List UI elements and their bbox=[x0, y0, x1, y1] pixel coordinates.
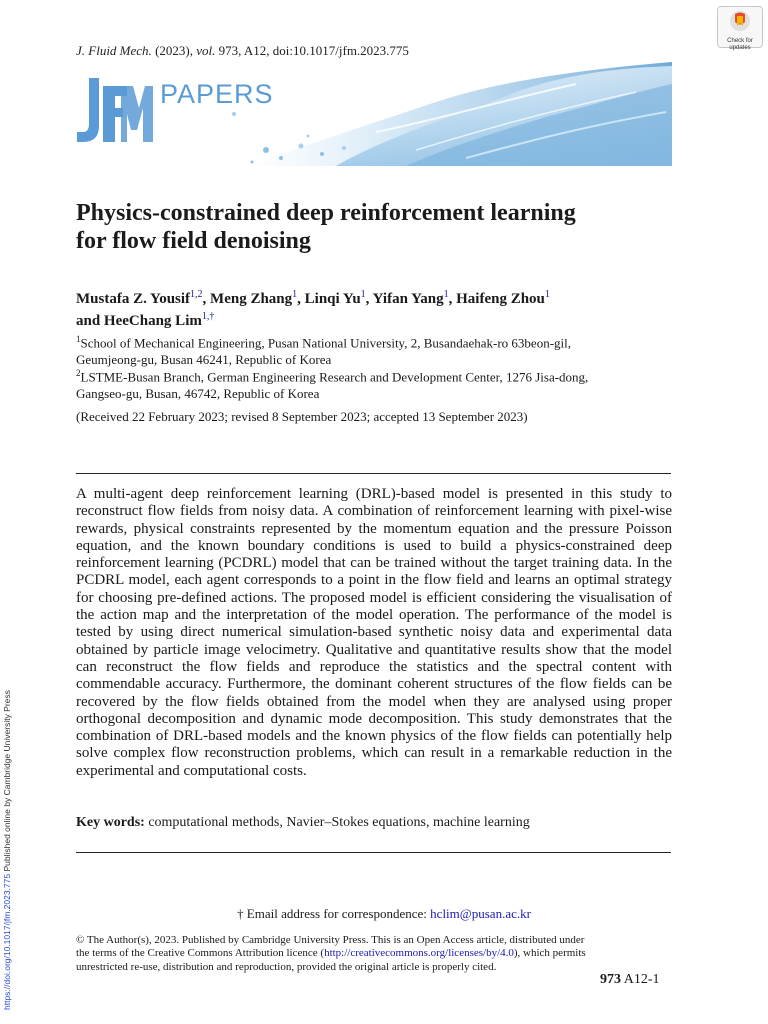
author-name: and HeeChang Lim bbox=[76, 313, 202, 329]
author-separator: , bbox=[297, 291, 305, 307]
affiliation-line: Gangseo-gu, Busan, 46742, Republic of Korea bbox=[76, 386, 320, 402]
author-separator: , bbox=[448, 291, 457, 307]
affiliation-number: 1 bbox=[76, 334, 81, 344]
received-dates: (Received 22 February 2023; revised 8 September 2023; accepted 13 September 2023) bbox=[76, 409, 528, 424]
volume-label: vol. bbox=[196, 43, 216, 58]
citation-details: 973, A12, doi:10.1017/jfm.2023.775 bbox=[218, 43, 409, 58]
water-splash-banner bbox=[76, 62, 672, 166]
journal-year: (2023), bbox=[155, 43, 193, 58]
author-separator: , bbox=[202, 291, 211, 307]
page-number bbox=[600, 972, 660, 988]
published-online-text: Published online by Cambridge University Press bbox=[2, 690, 12, 872]
title-line-1: Physics-constrained deep reinforcement learning bbox=[76, 200, 576, 226]
doi-sidebar bbox=[2, 690, 12, 1010]
license-text: © The Author(s), 2023. Published by Cambridge University Press. This is an Open Access article, distributed under the terms of the Creative Commons Attribution licence ( bbox=[76, 934, 585, 960]
license-notice bbox=[76, 934, 596, 974]
abstract: A multi-agent deep reinforcement learning (DRL)-based model is presented in this study to reconstruct flow fields from noisy data. A combination of reinforcement learning with pixel-wise rewards, physical constraints represented by the momentum equation and the pressure Poisson equation, and the known boundary conditions is used to build a physics-constrained deep reinforcement learning (PCDRL) model that can be trained without the target training data. In the PCDRL model, each agent corresponds to a point in the flow field and learns an optimal strategy for choosing pre-defined actions. The proposed model is efficient considering the visualisation of the action map and the interpretation of the model operation. The performance of the model is tested by using direct numerical simulation-based synthetic noisy data and experimental data obtained by particle image velocimetry. Qualitative and quantitative results show that the model can reconstruct the flow fields and reproduce the statistics and the spectral content with commendable accuracy. Furthermore, the dominant coherent structures of the flow fields can be recovered by the flow fields obtained from the model when they are analysed using proper orthogonal decomposition and dynamic mode decomposition. This study demonstrates that the combination of DRL-based models and the known physics of the flow fields can potentially help solve complex flow reconstruction problems, which can result in a remarkable reduction in the experimental and computational costs. bbox=[76, 486, 672, 779]
author-name: Haifeng Zhou bbox=[456, 291, 545, 307]
keywords-list: computational methods, Navier–Stokes equations, machine learning bbox=[148, 815, 530, 830]
badge-line-2: updates bbox=[729, 45, 751, 51]
keywords bbox=[76, 815, 672, 831]
email-link[interactable]: hclim@pusan.ac.kr bbox=[430, 906, 531, 921]
papers-label: PAPERS bbox=[160, 79, 274, 109]
jfm-logo bbox=[77, 78, 153, 144]
affiliation-1 bbox=[76, 331, 676, 368]
bookmark-icon bbox=[729, 10, 751, 32]
top-rule bbox=[76, 473, 671, 474]
authors-line-1 bbox=[76, 286, 686, 308]
keywords-label: Key words: bbox=[76, 815, 145, 830]
affiliation-2 bbox=[76, 365, 676, 402]
page-volume: 973 bbox=[600, 972, 621, 987]
author-affiliation-ref[interactable]: 1 bbox=[544, 289, 550, 300]
journal-name: J. Fluid Mech. bbox=[76, 43, 152, 58]
author-name: Yifan Yang bbox=[372, 291, 444, 307]
correspondence-email bbox=[0, 906, 768, 922]
paper-title bbox=[76, 199, 686, 255]
authors-line-2 bbox=[76, 308, 686, 330]
bottom-rule bbox=[76, 852, 671, 853]
author-affiliation-ref[interactable]: 1 bbox=[443, 289, 449, 300]
author-name: Mustafa Z. Yousif bbox=[76, 291, 191, 307]
journal-citation bbox=[76, 43, 409, 59]
author-affiliation-ref[interactable]: 1 bbox=[292, 289, 298, 300]
affiliation-number: 2 bbox=[76, 368, 81, 378]
author-list bbox=[76, 286, 686, 330]
author-affiliation-ref[interactable]: 1 bbox=[360, 289, 366, 300]
email-label: † Email address for correspondence: bbox=[237, 906, 427, 921]
correspondence-dagger-link[interactable]: † bbox=[209, 311, 215, 322]
badge-line-1: Check for bbox=[727, 38, 753, 44]
check-for-updates-badge[interactable] bbox=[717, 6, 763, 51]
author-affiliation-ref[interactable]: 1,† bbox=[201, 311, 215, 322]
affiliation-line: LSTME-Busan Branch, German Engineering Research and Development Center, 1276 Jisa-dong, bbox=[80, 369, 589, 385]
affiliation-line: Geumjeong-gu, Busan 46241, Republic of Korea bbox=[76, 352, 332, 368]
title-line-2: for flow field denoising bbox=[76, 228, 311, 254]
author-affiliation-ref[interactable]: 1,2 bbox=[190, 289, 203, 300]
author-name: Meng Zhang bbox=[210, 291, 293, 307]
license-text-end: ), which permits unrestricted re-use, distribution and reproduction, provided the original article is properly cited. bbox=[76, 947, 586, 973]
doi-link[interactable]: https://doi.org/10.1017/jfm.2023.775 bbox=[2, 873, 12, 1010]
page-article-number: A12-1 bbox=[623, 972, 660, 987]
author-name: Linqi Yu bbox=[304, 291, 361, 307]
author-separator: , bbox=[365, 291, 373, 307]
affiliation-line: School of Mechanical Engineering, Pusan National University, 2, Busandaehak-ro 63beon-gil, bbox=[80, 335, 572, 351]
license-link[interactable]: http://creativecommons.org/licenses/by/4.0 bbox=[324, 947, 514, 960]
